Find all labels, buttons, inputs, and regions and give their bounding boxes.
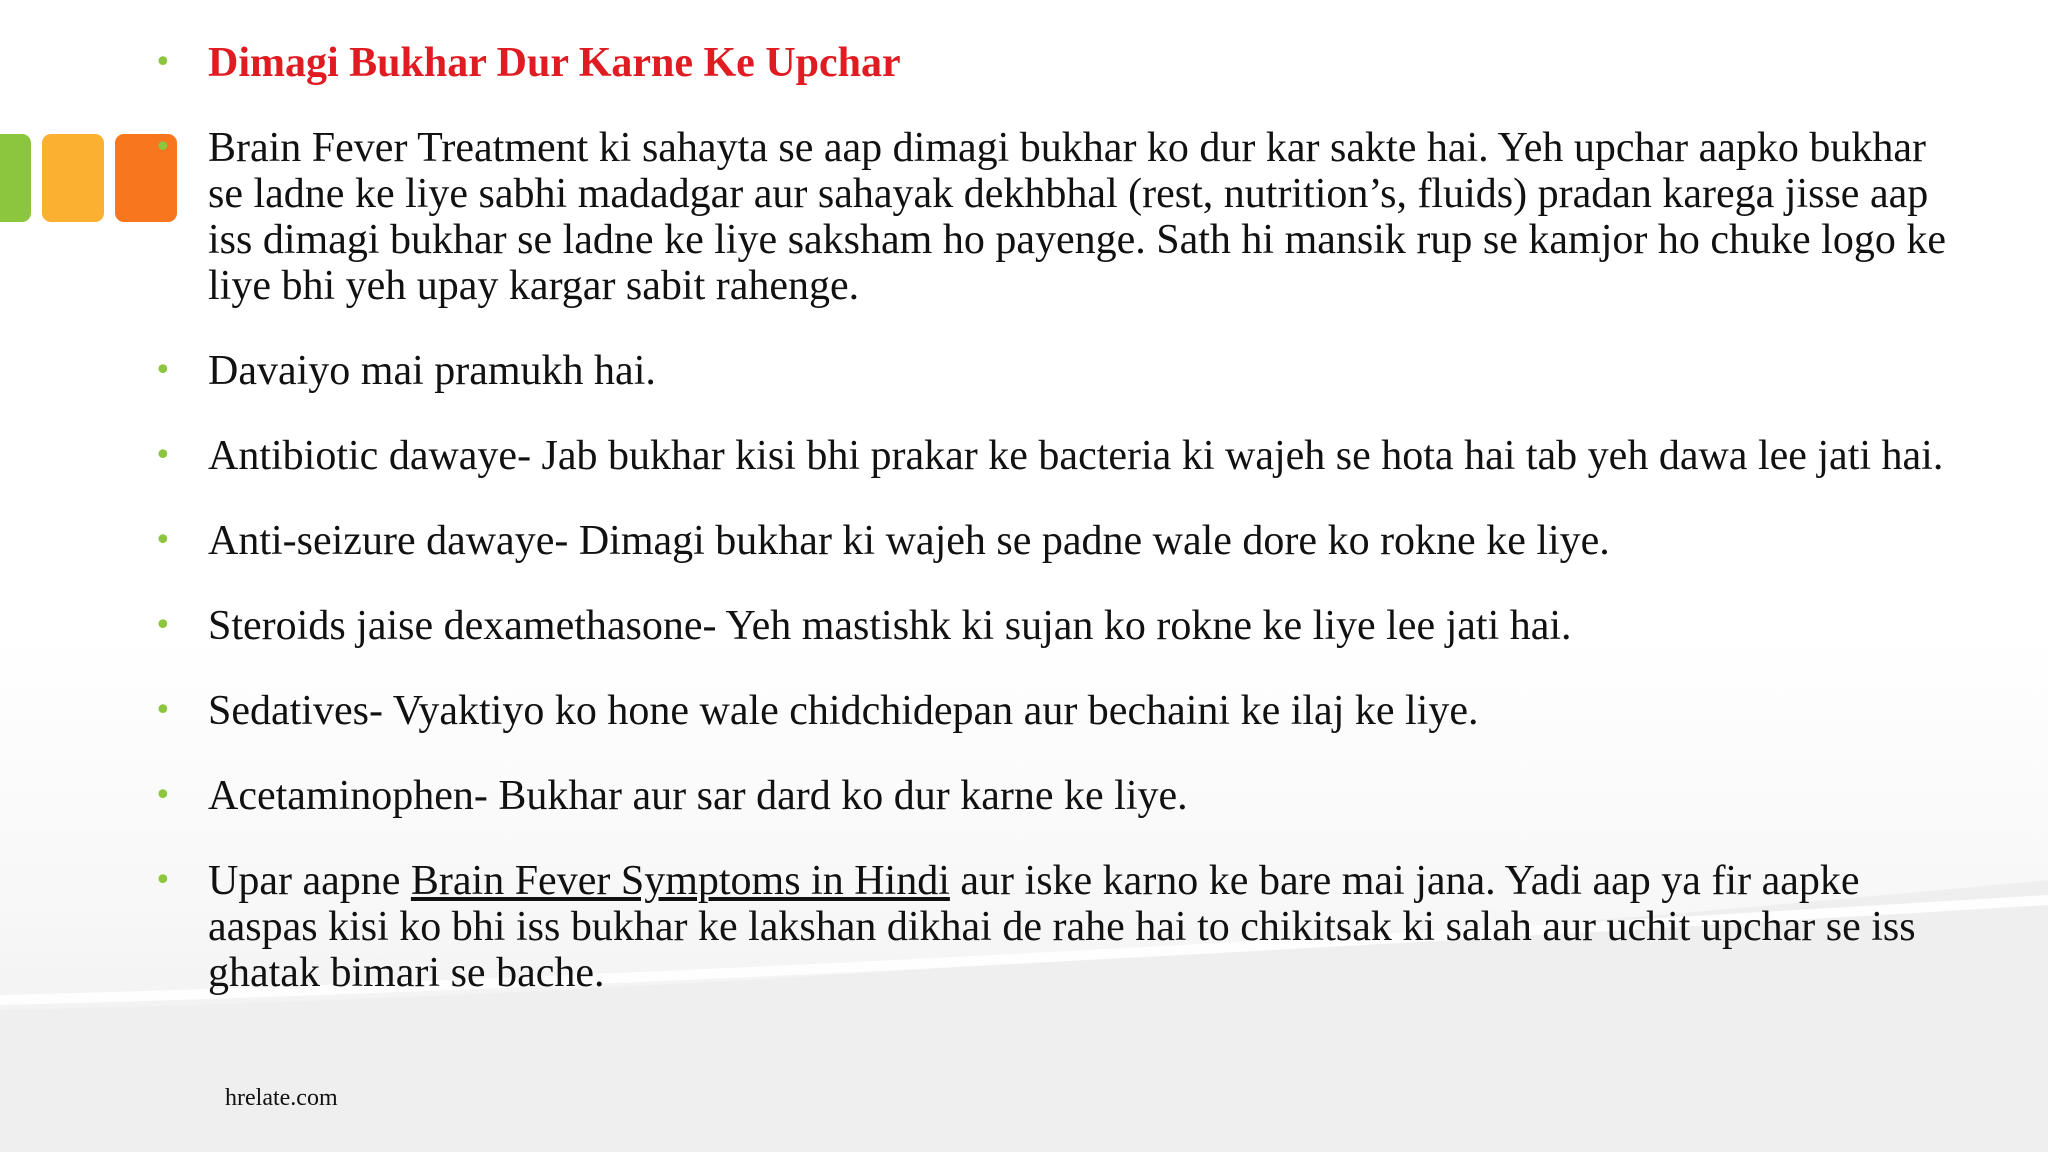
slide-title: Dimagi Bukhar Dur Karne Ke Upchar: [208, 40, 901, 86]
intro-item: [150, 125, 1950, 309]
bullet-icon: •: [154, 353, 172, 388]
brain-fever-symptoms-link[interactable]: Brain Fever Symptoms in Hindi: [410, 858, 950, 904]
bullet-icon: •: [154, 693, 172, 728]
bullet-icon: •: [154, 778, 172, 813]
bullet-list: [150, 40, 1950, 1035]
intro-text: Brain Fever Treatment ki sahayta se aap dimagi bukhar ko dur kar sakte hai. Yeh upchar aapko bukhar se ladne ke liye sabhi madadgar aur sahayak dekhbhal (rest, nutrition’s, fluids) pradan karega jisse aap iss dimagi bukhar se ladne ke liye saksham ho payenge. Sath hi mansik rup se kamjor ho chuke logo ke liye bhi yeh upay kargar sabit rahenge.: [208, 125, 1946, 309]
bullet-icon: •: [154, 438, 172, 473]
footer-source: hrelate.com: [225, 1085, 338, 1111]
list-item-text: Anti-seizure dawaye- Dimagi bukhar ki wajeh se padne wale dore ko rokne ke liye.: [208, 518, 1610, 564]
bullet-icon: •: [154, 863, 172, 898]
list-item-text: Davaiyo mai pramukh hai.: [208, 348, 656, 394]
closing-text-before: Upar aapne: [208, 858, 411, 904]
list-item-text: Acetaminophen- Bukhar aur sar dard ko dur karne ke liye.: [208, 773, 1188, 819]
bullet-icon: •: [154, 523, 172, 558]
bullet-icon: •: [154, 45, 172, 80]
list-item: [150, 603, 1950, 649]
list-item: [150, 773, 1950, 819]
list-item: [150, 688, 1950, 734]
list-item: [150, 433, 1950, 479]
bullet-icon: •: [154, 130, 172, 165]
list-item: [150, 348, 1950, 394]
green-square: [0, 134, 31, 222]
title-item: [150, 40, 1950, 86]
yellow-square: [42, 134, 104, 222]
list-item: [150, 518, 1950, 564]
closing-text-after: aur iske karno ke bare mai jana. Yadi aap ya fir aapke aaspas kisi ko bhi iss bukhar ke lakshan dikhai de rahe hai to chikitsak ki salah aur uchit upchar se iss ghatak bimari se bache.: [208, 858, 1916, 996]
list-item-text: Antibiotic dawaye- Jab bukhar kisi bhi prakar ke bacteria ki wajeh se hota hai tab yeh dawa lee jati hai.: [208, 433, 1944, 479]
closing-item: [150, 858, 1950, 996]
list-item-text: Sedatives- Vyaktiyo ko hone wale chidchidepan aur bechaini ke ilaj ke liye.: [208, 688, 1479, 734]
list-item-text: Steroids jaise dexamethasone- Yeh mastishk ki sujan ko rokne ke liye lee jati hai.: [208, 603, 1572, 649]
bullet-icon: •: [154, 608, 172, 643]
